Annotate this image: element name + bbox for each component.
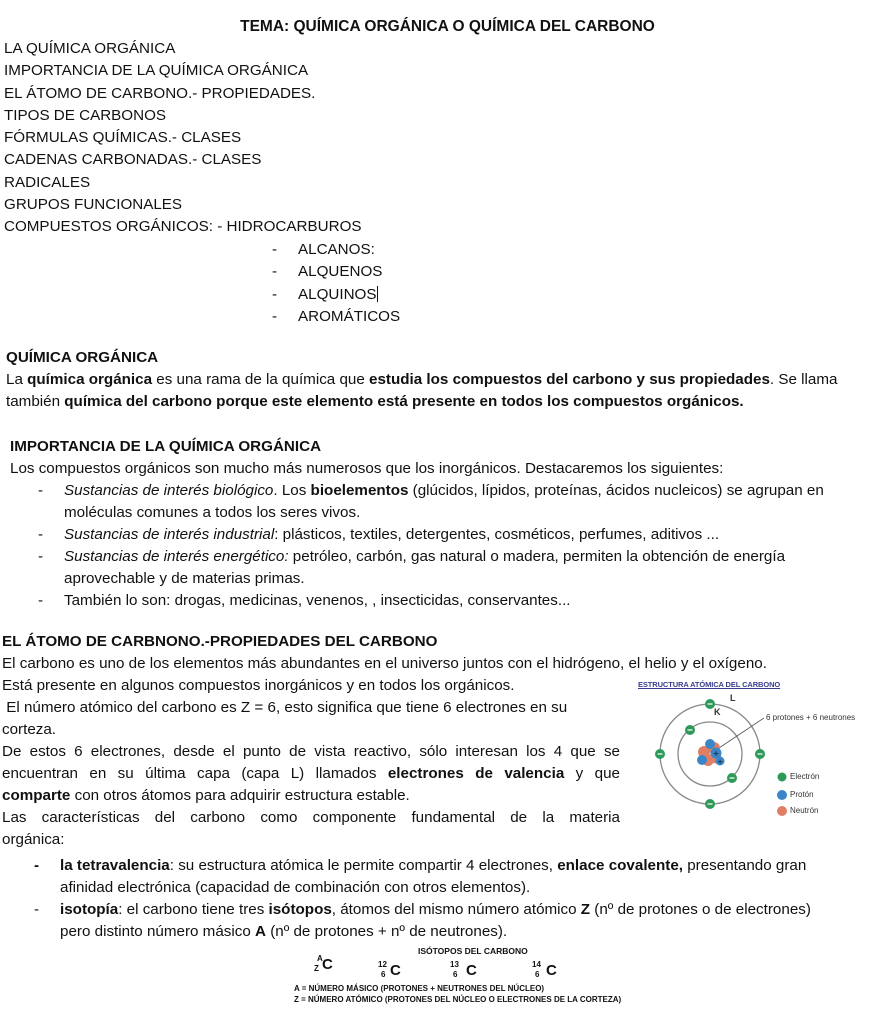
- paragraph-line: Las características del carbono como componente fundamental de la materia: [2, 809, 620, 826]
- nuclide-generic: A Z C: [314, 954, 333, 973]
- paragraph-line: orgánica:: [2, 831, 65, 848]
- neutron-legend-icon: [777, 806, 787, 816]
- nucleus-label: 6 protones + 6 neutrones: [766, 713, 856, 722]
- paragraph-line: El carbono es uno de los elementos más abundantes en el universo juntos con el hidrógeno, el helio y el oxígeno.: [2, 655, 767, 672]
- topic-item: TIPOS DE CARBONOS: [4, 106, 167, 124]
- paragraph-line: De estos 6 electrones, desde el punto de vista reactivo, sólo interesan los 4 que se: [2, 743, 620, 760]
- paragraph-line: La química orgánica es una rama de la química que estudia los compuestos del carbono y sus propiedades. Se llama: [6, 371, 838, 388]
- mass-number-definition: A = NÚMERO MÁSICO (PROTONES + NEUTRONES DEL NÚCLEO): [294, 984, 545, 993]
- properties-list: [34, 855, 811, 943]
- nuclide-c13: 13 6 C: [450, 960, 477, 979]
- topic-item: RADICALES: [4, 173, 91, 191]
- proton-legend-icon: [777, 790, 787, 800]
- figure-title: ESTRUCTURA ATÓMICA DEL CARBONO: [638, 680, 781, 689]
- list-item-continuation: afinidad electrónica (capacidad de combinación con otros elementos).: [60, 879, 531, 896]
- list-item: - Sustancias de interés biológico. Los bioelementos (glúcidos, lípidos, proteínas, ácidos nucleicos) se agrupan en: [38, 482, 824, 499]
- legend-neutron: Neutrón: [790, 806, 819, 815]
- hydrocarbon-item: - ALQUENOS: [272, 263, 383, 281]
- topic-item: EL ÁTOMO DE CARBONO.- PROPIEDADES.: [4, 84, 316, 102]
- list-item: - También lo son: drogas, medicinas, venenos, , insecticidas, conservantes...: [38, 592, 571, 609]
- topic-item: CADENAS CARBONADAS.- CLASES: [4, 151, 262, 169]
- atom-diagram: [636, 690, 895, 820]
- list-item: - la tetravalencia: su estructura atómica le permite compartir 4 electrones, enlace covalente, presentando gran: [34, 857, 807, 874]
- topic-item: GRUPOS FUNCIONALES: [4, 196, 183, 214]
- electron-legend-icon: [778, 773, 787, 782]
- nucleus-icon: [697, 739, 725, 766]
- paragraph-line: Los compuestos orgánicos son mucho más numerosos que los inorgánicos. Destacaremos los siguientes:: [10, 460, 724, 477]
- list-item: - isotopía: el carbono tiene tres isótopos, átomos del mismo número atómico Z (nº de protones o de electrones): [34, 901, 811, 918]
- section-heading-atomo-carbono: EL ÁTOMO DE CARBNONO.-PROPIEDADES DEL CARBONO: [2, 633, 438, 650]
- topic-list: [4, 38, 362, 239]
- list-item-continuation: moléculas comunes a todos los seres vivos.: [64, 504, 361, 521]
- hydrocarbon-list: [272, 239, 400, 328]
- topic-item: FÓRMULAS QUÍMICAS.- CLASES: [4, 129, 242, 147]
- section-heading-importancia: IMPORTANCIA DE LA QUÍMICA ORGÁNICA: [10, 438, 322, 455]
- nuclide-c14: 14 6 C: [532, 960, 557, 979]
- legend-proton: Protón: [790, 790, 814, 799]
- topic-item: COMPUESTOS ORGÁNICOS: - HIDROCARBUROS: [4, 218, 362, 236]
- topic-item: IMPORTANCIA DE LA QUÍMICA ORGÁNICA: [4, 62, 309, 80]
- nucleus-pointer: [716, 718, 764, 750]
- isotopes-figure: [290, 944, 690, 1014]
- document-title: TEMA: QUÍMICA ORGÁNICA O QUÍMICA DEL CARBONO: [240, 18, 655, 35]
- electron-minus-signs: [658, 704, 763, 804]
- legend-icons: [777, 773, 787, 817]
- list-item: - Sustancias de interés industrial: plásticos, textiles, detergentes, cosméticos, perfumes, aditivos ...: [38, 526, 720, 543]
- svg-text:+: +: [712, 749, 720, 758]
- nuclide-c12: 12 6 C: [378, 960, 401, 979]
- paragraph-line: encuentran en su última capa (capa L) llamados electrones de valencia y que: [2, 765, 621, 782]
- hydrocarbon-item: - AROMÁTICOS: [272, 307, 401, 325]
- isotopes-title: ISÓTOPOS DEL CARBONO: [418, 946, 528, 956]
- importance-list: [38, 480, 824, 612]
- paragraph-line: El número atómico del carbono es Z = 6, esto significa que tiene 6 electrones en su: [2, 699, 568, 716]
- legend-electron: Electrón: [790, 772, 820, 781]
- svg-text:+: +: [717, 758, 723, 766]
- paragraph-line: corteza.: [2, 721, 57, 738]
- atomic-number-definition: Z = NÚMERO ATÓMICO (PROTONES DEL NÚCLEO O ELECTRONES DE LA CORTEZA): [294, 995, 622, 1004]
- shell-k-label: K: [714, 707, 721, 717]
- shell-l-label: L: [730, 693, 736, 703]
- electrons-icon: [655, 699, 765, 809]
- outer-shell-l: [660, 704, 760, 804]
- carbon-atom-figure: [636, 680, 895, 820]
- hydrocarbon-item: - ALCANOS:: [272, 241, 375, 258]
- paragraph-line: comparte con otros átomos para adquirir estructura estable.: [2, 787, 410, 804]
- text-cursor: [377, 286, 378, 302]
- list-item: - Sustancias de interés energético: petróleo, carbón, gas natural o madera, permiten la obtención de energía: [38, 548, 786, 565]
- list-item-continuation: pero distinto número másico A (nº de protones + nº de neutrones).: [60, 923, 508, 940]
- hydrocarbon-item: - ALQUINOS: [272, 285, 377, 303]
- paragraph-line: Está presente en algunos compuestos inorgánicos y en todos los orgánicos.: [2, 677, 515, 694]
- section-heading-quimica-organica: QUÍMICA ORGÁNICA: [6, 349, 159, 366]
- list-item-continuation: aprovechable y de materias primas.: [64, 570, 305, 587]
- paragraph-line: también química del carbono porque este elemento está presente en todos los compuestos orgánicos.: [6, 393, 744, 410]
- topic-item: LA QUÍMICA ORGÁNICA: [4, 40, 176, 57]
